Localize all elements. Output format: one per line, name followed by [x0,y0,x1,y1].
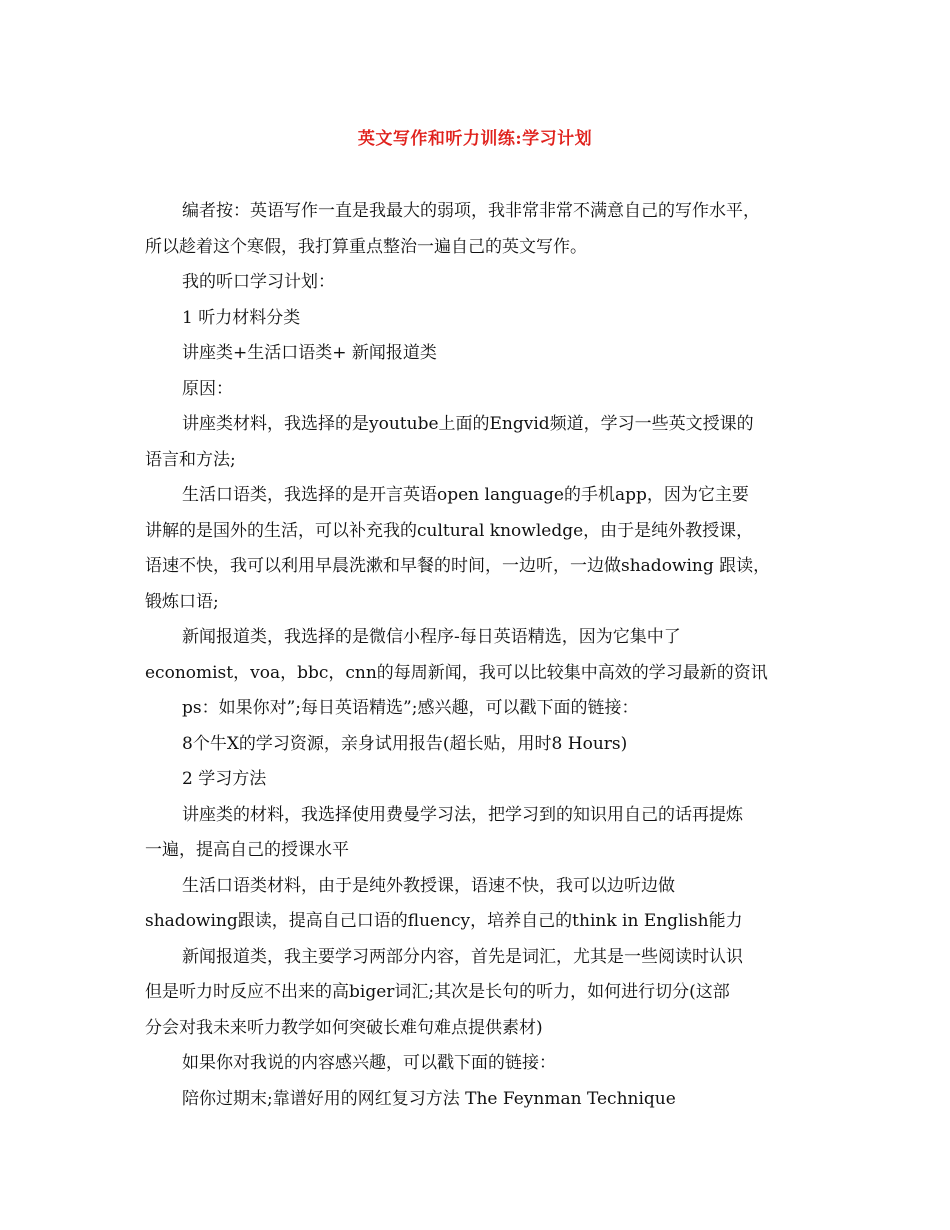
text-line: 如果你对我说的内容感兴趣，可以戳下面的链接： [182,1053,556,1073]
document-title: 英文写作和听力训练:学习计划 [357,129,593,149]
text-line: 锻炼口语; [145,591,219,612]
text-line: 生活口语类，我选择的是开言英语open language的手机app，因为它主要 [182,485,749,505]
text-line: 原因： [182,378,233,399]
text-line: 讲座类材料，我选择的是youtube上面的Engvid频道，学习一些英文授课的 [182,414,754,434]
text-line: 新闻报道类，我主要学习两部分内容，首先是词汇，尤其是一些阅读时认识 [182,946,743,967]
text-line: 但是听力时反应不出来的高biger词汇;其次是长句的听力，如何进行切分(这部 [145,982,730,1002]
text-line: 分会对我未来听力教学如何突破长难句难点提供素材) [145,1017,543,1038]
text-line: 1 听力材料分类 [182,307,301,328]
text-line: economist，voa，bbc，cnn的每周新闻，我可以比较集中高效的学习最新的资讯 [145,662,768,683]
text-line: 生活口语类材料，由于是纯外教授课，语速不快，我可以边听边做 [182,875,675,896]
text-line: 2 学习方法 [182,769,267,789]
text-line: 讲座类的材料，我选择使用费曼学习法，把学习到的知识用自己的话再提炼 [182,804,743,825]
text-line: 8个牛X的学习资源，亲身试用报告(超长贴，用时8 Hours) [182,733,628,754]
text-line: 语速不快，我可以利用早晨洗漱和早餐的时间，一边听，一边做shadowing 跟读， [145,556,771,576]
text-line: 所以趁着这个寒假，我打算重点整治一遍自己的英文写作。 [145,236,587,257]
text-line: shadowing跟读，提高自己口语的fluency，培养自己的think in English能力 [145,911,743,931]
text-line: 编者按：英语写作一直是我最大的弱项，我非常非常不满意自己的写作水平， [182,201,760,221]
text-line: 讲座类+生活口语类+ 新闻报道类 [182,343,437,363]
text-line: 陪你过期末;靠谱好用的网红复习方法 The Feynman Technique [182,1088,676,1109]
text-line: 讲解的是国外的生活，可以补充我的cultural knowledge，由于是纯外教授课， [145,520,754,541]
text-line: 一遍，提高自己的授课水平 [145,840,349,860]
text-line: ps：如果你对”;每日英语精选”;感兴趣，可以戳下面的链接： [182,698,639,718]
text-line: 语言和方法; [145,449,236,470]
text-line: 我的听口学习计划： [182,272,335,292]
document-body [145,194,810,1117]
text-line: 新闻报道类，我选择的是微信小程序-每日英语精选，因为它集中了 [182,627,681,647]
